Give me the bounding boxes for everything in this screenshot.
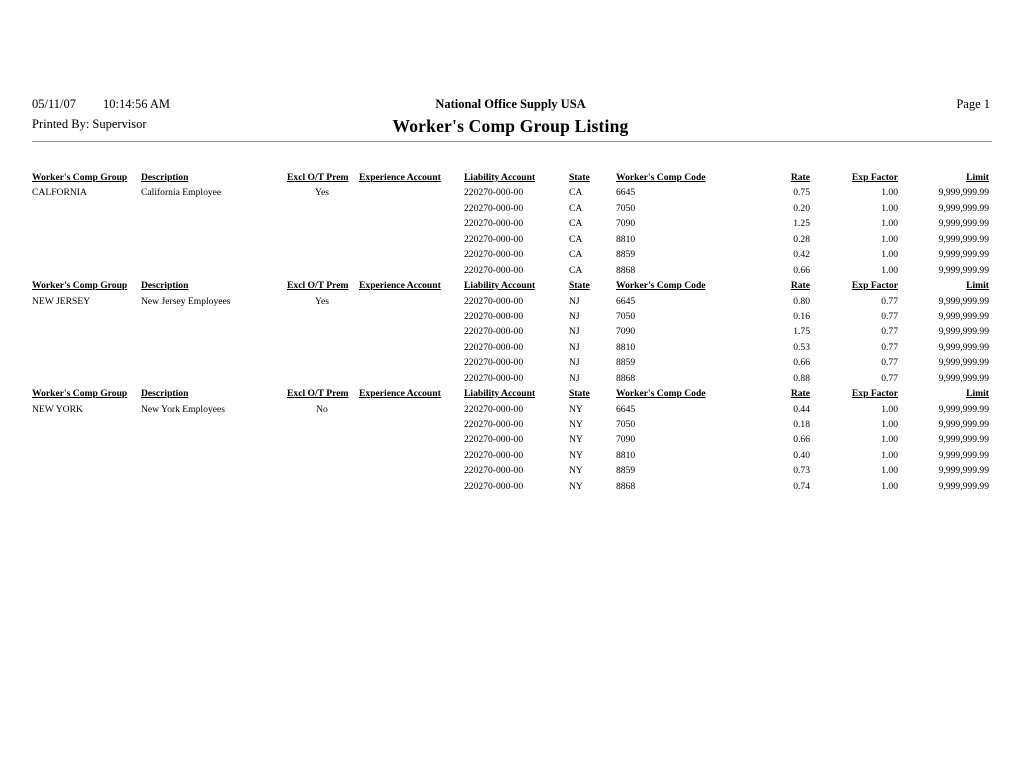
column-header-row <box>0 386 1024 401</box>
group-description: New Jersey Employees <box>141 295 231 307</box>
table-row <box>0 232 1024 247</box>
limit-value: 9,999,999.99 <box>938 187 989 199</box>
col-header-limit: Limit <box>966 280 989 292</box>
table-row <box>0 185 1024 200</box>
excl-ot-prem-value: Yes <box>315 295 329 307</box>
col-header-excl-ot-prem: Excl O/T Prem <box>287 280 349 292</box>
limit-value: 9,999,999.99 <box>938 372 989 384</box>
limit-value: 9,999,999.99 <box>938 264 989 276</box>
col-header-state: State <box>569 280 590 292</box>
comp-code-value: 8810 <box>616 449 636 461</box>
table-row <box>0 479 1024 494</box>
state-value: NJ <box>569 326 580 338</box>
exp-factor-value: 0.77 <box>881 372 898 384</box>
exp-factor-value: 1.00 <box>881 449 898 461</box>
limit-value: 9,999,999.99 <box>938 249 989 261</box>
state-value: CA <box>569 264 583 276</box>
state-value: NY <box>569 480 583 492</box>
comp-code-value: 7050 <box>616 419 636 430</box>
header-divider <box>32 141 992 142</box>
liability-account-value: 220270-000-00 <box>464 326 524 338</box>
report-body <box>0 170 1024 494</box>
col-header-comp-code: Worker's Comp Code <box>616 172 706 183</box>
excl-ot-prem-value: No <box>316 403 328 415</box>
limit-value: 9,999,999.99 <box>938 357 989 369</box>
table-row <box>0 247 1024 262</box>
col-header-state: State <box>569 172 590 183</box>
liability-account-value: 220270-000-00 <box>464 480 524 492</box>
col-header-limit: Limit <box>966 172 989 183</box>
table-row <box>0 309 1024 324</box>
state-value: CA <box>569 202 583 214</box>
comp-code-value: 8859 <box>616 249 636 261</box>
group-section <box>0 170 1024 278</box>
rate-value: 0.66 <box>793 357 810 369</box>
col-header-description: Description <box>141 388 189 400</box>
exp-factor-value: 1.00 <box>881 465 898 477</box>
comp-code-value: 8810 <box>616 341 636 353</box>
col-header-exp-factor: Exp Factor <box>851 172 898 183</box>
liability-account-value: 220270-000-00 <box>464 419 524 430</box>
table-row <box>0 340 1024 355</box>
exp-factor-value: 1.00 <box>881 403 898 415</box>
table-row <box>0 463 1024 478</box>
liability-account-value: 220270-000-00 <box>464 187 524 199</box>
col-header-rate: Rate <box>790 280 810 292</box>
limit-value: 9,999,999.99 <box>938 449 989 461</box>
limit-value: 9,999,999.99 <box>938 310 989 322</box>
comp-code-value: 6645 <box>616 295 636 307</box>
rate-value: 0.28 <box>793 233 810 245</box>
state-value: NY <box>569 449 583 461</box>
table-row <box>0 263 1024 278</box>
col-header-liability-account: Liability Account <box>464 388 536 400</box>
comp-code-value: 8810 <box>616 233 636 245</box>
report-time: 10:14:56 AM <box>103 97 171 111</box>
exp-factor-value: 1.00 <box>881 480 898 492</box>
rate-value: 0.16 <box>793 310 810 322</box>
rate-value: 0.88 <box>793 372 810 384</box>
group-section <box>0 278 1024 386</box>
liability-account-value: 220270-000-00 <box>464 449 524 461</box>
col-header-liability-account: Liability Account <box>464 172 536 183</box>
exp-factor-value: 1.00 <box>881 202 898 214</box>
state-value: NY <box>569 403 583 415</box>
col-header-comp-code: Worker's Comp Code <box>616 280 706 292</box>
col-header-group: Worker's Comp Group <box>32 172 128 183</box>
limit-value: 9,999,999.99 <box>938 202 989 214</box>
exp-factor-value: 0.77 <box>881 341 898 353</box>
excl-ot-prem-value: Yes <box>315 187 329 199</box>
col-header-exp-factor: Exp Factor <box>851 280 898 292</box>
exp-factor-value: 1.00 <box>881 233 898 245</box>
column-header-row <box>0 170 1024 185</box>
rate-value: 0.80 <box>793 295 810 307</box>
col-header-excl-ot-prem: Excl O/T Prem <box>287 172 349 183</box>
limit-value: 9,999,999.99 <box>938 326 989 338</box>
liability-account-value: 220270-000-00 <box>464 403 524 415</box>
comp-code-value: 6645 <box>616 403 636 415</box>
company-name: National Office Supply USA <box>435 97 586 111</box>
state-value: NY <box>569 434 583 446</box>
liability-account-value: 220270-000-00 <box>464 310 524 322</box>
table-row <box>0 371 1024 386</box>
col-header-rate: Rate <box>790 388 810 400</box>
group-description: California Employee <box>141 187 222 199</box>
liability-account-value: 220270-000-00 <box>464 218 524 230</box>
comp-code-value: 7090 <box>616 218 636 230</box>
col-header-description: Description <box>141 280 189 292</box>
comp-code-value: 8868 <box>616 264 636 276</box>
state-value: NJ <box>569 372 580 384</box>
table-row <box>0 294 1024 309</box>
rate-value: 1.25 <box>793 218 810 230</box>
col-header-experience-account: Experience Account <box>359 388 441 400</box>
exp-factor-value: 1.00 <box>881 419 898 430</box>
rate-value: 0.42 <box>793 249 810 261</box>
exp-factor-value: 1.00 <box>881 434 898 446</box>
exp-factor-value: 1.00 <box>881 218 898 230</box>
col-header-excl-ot-prem: Excl O/T Prem <box>287 388 349 400</box>
liability-account-value: 220270-000-00 <box>464 465 524 477</box>
table-row <box>0 402 1024 417</box>
liability-account-value: 220270-000-00 <box>464 434 524 446</box>
limit-value: 9,999,999.99 <box>938 341 989 353</box>
report-title: Worker's Comp Group Listing <box>392 116 629 136</box>
rate-value: 0.74 <box>793 480 810 492</box>
report-date: 05/11/07 <box>32 97 76 111</box>
state-value: CA <box>569 233 583 245</box>
limit-value: 9,999,999.99 <box>938 233 989 245</box>
limit-value: 9,999,999.99 <box>938 403 989 415</box>
rate-value: 1.75 <box>793 326 810 338</box>
state-value: NY <box>569 419 583 430</box>
col-header-group: Worker's Comp Group <box>32 388 128 400</box>
state-value: NJ <box>569 295 580 307</box>
liability-account-value: 220270-000-00 <box>464 202 524 214</box>
comp-code-value: 8868 <box>616 372 636 384</box>
group-name: NEW YORK <box>32 403 83 415</box>
comp-code-value: 7090 <box>616 434 636 446</box>
group-section <box>0 386 1024 494</box>
exp-factor-value: 0.77 <box>881 310 898 322</box>
rate-value: 0.18 <box>793 419 810 430</box>
state-value: NJ <box>569 341 580 353</box>
comp-code-value: 8859 <box>616 465 636 477</box>
exp-factor-value: 0.77 <box>881 326 898 338</box>
rate-value: 0.73 <box>793 465 810 477</box>
table-row <box>0 432 1024 447</box>
state-value: NY <box>569 465 583 477</box>
col-header-comp-code: Worker's Comp Code <box>616 388 706 400</box>
col-header-liability-account: Liability Account <box>464 280 536 292</box>
limit-value: 9,999,999.99 <box>938 465 989 477</box>
group-name: NEW JERSEY <box>32 295 91 307</box>
rate-value: 0.66 <box>793 264 810 276</box>
rate-value: 0.75 <box>793 187 810 199</box>
col-header-state: State <box>569 388 590 400</box>
limit-value: 9,999,999.99 <box>938 295 989 307</box>
state-value: CA <box>569 249 583 261</box>
col-header-exp-factor: Exp Factor <box>851 388 898 400</box>
limit-value: 9,999,999.99 <box>938 218 989 230</box>
col-header-experience-account: Experience Account <box>359 172 441 183</box>
limit-value: 9,999,999.99 <box>938 434 989 446</box>
rate-value: 0.53 <box>793 341 810 353</box>
rate-value: 0.40 <box>793 449 810 461</box>
printed-by: Printed By: Supervisor <box>32 117 147 131</box>
exp-factor-value: 1.00 <box>881 187 898 199</box>
table-row <box>0 201 1024 216</box>
comp-code-value: 7050 <box>616 310 636 322</box>
liability-account-value: 220270-000-00 <box>464 357 524 369</box>
col-header-limit: Limit <box>966 388 989 400</box>
rate-value: 0.44 <box>793 403 810 415</box>
liability-account-value: 220270-000-00 <box>464 341 524 353</box>
col-header-rate: Rate <box>790 172 810 183</box>
exp-factor-value: 0.77 <box>881 357 898 369</box>
table-row <box>0 216 1024 231</box>
col-header-experience-account: Experience Account <box>359 280 441 292</box>
state-value: CA <box>569 187 583 199</box>
group-description: New York Employees <box>141 403 225 415</box>
liability-account-value: 220270-000-00 <box>464 233 524 245</box>
state-value: NJ <box>569 357 580 369</box>
liability-account-value: 220270-000-00 <box>464 264 524 276</box>
limit-value: 9,999,999.99 <box>938 480 989 492</box>
comp-code-value: 7050 <box>616 202 636 214</box>
rate-value: 0.20 <box>793 202 810 214</box>
limit-value: 9,999,999.99 <box>938 419 989 430</box>
comp-code-value: 6645 <box>616 187 636 199</box>
comp-code-value: 8859 <box>616 357 636 369</box>
table-row <box>0 355 1024 370</box>
comp-code-value: 8868 <box>616 480 636 492</box>
exp-factor-value: 1.00 <box>881 249 898 261</box>
page-number: Page 1 <box>956 97 990 111</box>
column-header-row <box>0 278 1024 293</box>
col-header-group: Worker's Comp Group <box>32 280 128 292</box>
liability-account-value: 220270-000-00 <box>464 249 524 261</box>
state-value: NJ <box>569 310 580 322</box>
exp-factor-value: 1.00 <box>881 264 898 276</box>
exp-factor-value: 0.77 <box>881 295 898 307</box>
liability-account-value: 220270-000-00 <box>464 372 524 384</box>
table-row <box>0 417 1024 432</box>
table-row <box>0 448 1024 463</box>
state-value: CA <box>569 218 583 230</box>
group-name: CALFORNIA <box>32 187 87 199</box>
liability-account-value: 220270-000-00 <box>464 295 524 307</box>
col-header-description: Description <box>141 172 189 183</box>
comp-code-value: 7090 <box>616 326 636 338</box>
table-row <box>0 324 1024 339</box>
rate-value: 0.66 <box>793 434 810 446</box>
